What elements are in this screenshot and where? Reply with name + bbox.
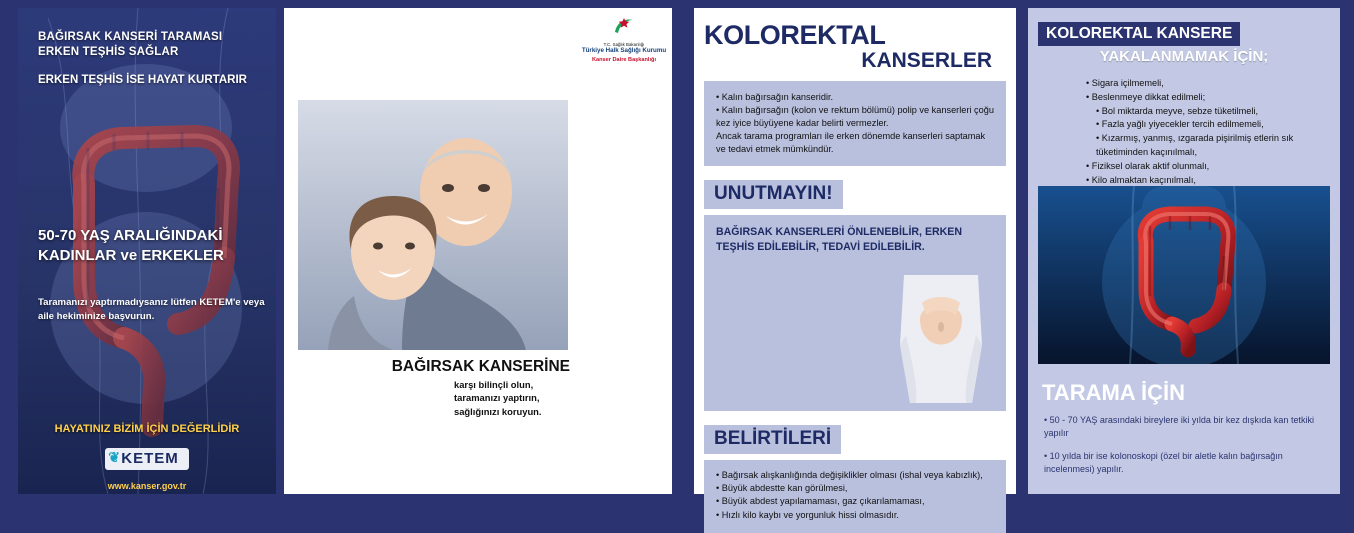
colon-anatomy-image — [1038, 186, 1330, 364]
symptoms-box — [704, 460, 1006, 532]
list-item: • Kızarmış, yanmış, ızgarada pişirilmiş etlerin sık tüketiminden kaçınılmalı, — [1086, 132, 1326, 160]
panel-info-white — [694, 8, 1016, 520]
prevention-title-line-1: KOLOREKTAL KANSERE — [1038, 22, 1240, 46]
info-intro-paragraph: Ancak tarama programları ile erken dönemde kanserleri saptamak ve tedavi etmek mümkündür. — [716, 131, 986, 155]
ministry-logo — [576, 14, 672, 64]
cover-headings — [18, 8, 276, 89]
info-title-line-2: KANSERLER — [861, 49, 992, 72]
screening-note-1: • 50 - 70 YAŞ arasındaki bireylere iki yılda bir kez dışkıda kan tetkiki yapılır — [1044, 414, 1326, 440]
info-intro-box — [704, 81, 1006, 166]
symptoms-list — [716, 469, 994, 521]
cover-note: Taramanızı yaptırmadıysanız lütfen KETEM'e veya aile hekiminize başvurun. — [38, 297, 265, 322]
list-item: • Bol miktarda meyve, sebze tüketilmeli, — [1086, 105, 1326, 119]
list-item: • Fiziksel olarak aktif olunmalı, — [1086, 160, 1326, 174]
screening-note-2: • 10 yılda bir ise kolonoskopi (özel bir aletle kalın bağırsağın incelenmesi) yapılır. — [1044, 450, 1326, 476]
left-brochure-half — [0, 0, 680, 502]
cover-heading-2: ERKEN TEŞHİS İSE HAYAT KURTARIR — [38, 74, 247, 87]
panel-cover-navy — [18, 8, 276, 494]
remember-text: BAĞIRSAK KANSERLERİ ÖNLENEBİLİR, ERKEN TEŞHİS EDİLEBİLİR, TEDAVİ EDİLEBİLİR. — [716, 226, 963, 254]
couple-photo-illustration — [298, 100, 568, 350]
ministry-line-3: Kanser Daire Başkanlığı — [591, 57, 657, 64]
list-item: • Kilo almaktan kaçınılmalı, — [1086, 174, 1326, 188]
panel-prevention — [1028, 8, 1340, 494]
photo-panel-title: BAĞIRSAK KANSERİNE — [391, 358, 570, 375]
prevention-title-line-2: YAKALANMAMAK İÇİN; — [1099, 48, 1269, 65]
symptoms-section-title: BELİRTİLERİ — [704, 425, 841, 454]
screening-notes — [1044, 414, 1326, 486]
list-item: • Beslenmeye dikkat edilmeli; — [1086, 91, 1326, 105]
cover-slogan: HAYATINIZ BİZİM İÇİN DEĞERLİDİR — [54, 423, 240, 435]
leaf-icon: ❦ — [108, 449, 121, 465]
list-item: • Sigara içilmemeli, — [1086, 77, 1326, 91]
list-item: • Hızlı kilo kaybı ve yorgunluk hissi olmasıdır. — [716, 509, 994, 522]
ministry-line-1: T.C. Sağlık Bakanlığı — [603, 42, 645, 47]
abdomen-illustration — [886, 275, 996, 403]
ministry-line-2: Türkiye Halk Sağlığı Kurumu — [581, 47, 667, 54]
cover-heading-1: BAĞIRSAK KANSERİ TARAMASI ERKEN TEŞHİS SAĞLAR — [38, 31, 223, 59]
prevention-title-block — [1038, 22, 1330, 65]
remember-section-title: UNUTMAYIN! — [704, 180, 843, 209]
ministry-crest-icon — [611, 14, 637, 40]
remember-box — [704, 215, 1006, 411]
info-bullet-1: • Kalın bağırsağın kanseridir. — [716, 92, 834, 102]
panel-ministry-white — [576, 8, 672, 494]
list-item: • Büyük abdest yapılamaması, gaz çıkarılamaması, — [716, 495, 994, 508]
ketem-logo-badge — [105, 448, 189, 470]
list-item: • Büyük abdestte kan görülmesi, — [716, 482, 994, 495]
prevention-tips-list — [1046, 77, 1326, 201]
website-url: www.kanser.gov.tr — [107, 481, 187, 491]
cover-age-target: 50-70 YAŞ ARALIĞINDAKİ KADINLAR ve ERKEKLER — [38, 227, 224, 265]
info-title-block — [694, 8, 1016, 73]
list-item: • Bağırsak alışkanlığında değişiklikler olması (ishal veya kabızlık), — [716, 469, 994, 482]
ketem-logo-text: KETEM — [121, 450, 179, 467]
info-title-line-1: KOLOREKTAL — [704, 20, 886, 50]
screening-section-title: TARAMA İÇİN — [1042, 380, 1185, 405]
ketem-logo — [18, 448, 276, 470]
abdomen-photo — [886, 275, 996, 403]
panel-photo-white — [284, 8, 582, 494]
couple-photo — [298, 100, 568, 350]
info-bullet-2: • Kalın bağırsağın (kolon ve rektum bölümü) polip ve kanserleri çoğu kez iyice büyüyene kadar belirti vermezler. — [716, 105, 994, 129]
list-item: • Fazla yağlı yiyecekler tercih edilmemeli, — [1086, 118, 1326, 132]
photo-panel-subtitle: karşı bilinçli olun, taramanızı yaptırın, sağlığınızı koruyun. — [454, 379, 542, 417]
right-brochure-half — [680, 0, 1354, 520]
colon-anatomy-illustration — [1038, 186, 1330, 364]
